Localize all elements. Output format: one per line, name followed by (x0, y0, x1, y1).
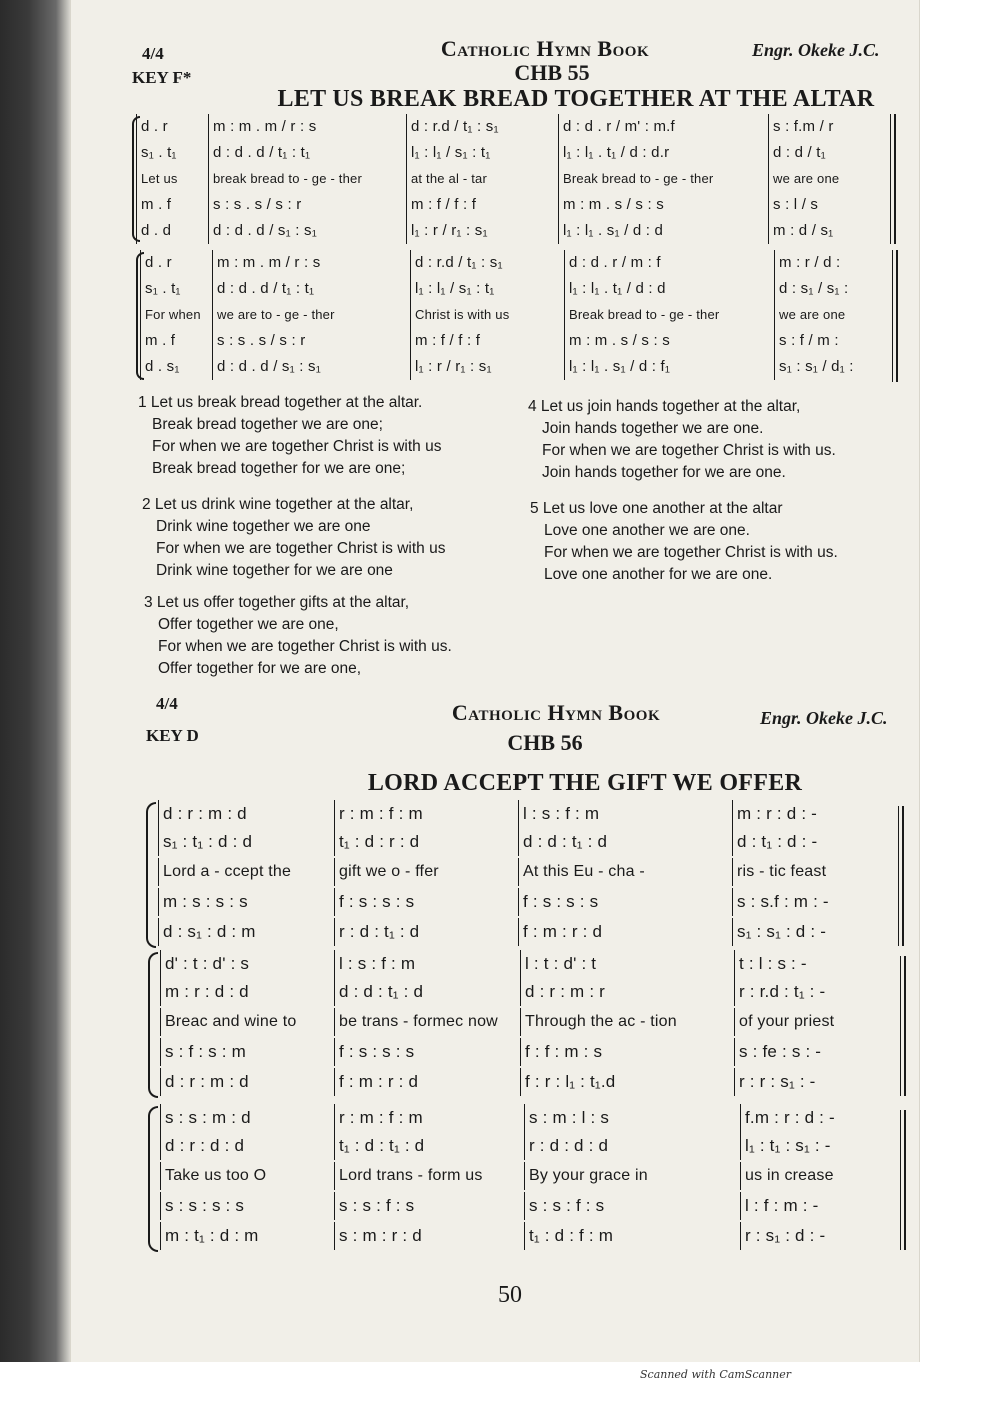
lyric-bar: Lord trans - form us (334, 1162, 524, 1190)
bar: d : d . d / s₁ : s₁ (208, 218, 406, 244)
bar: f : f : m : s (520, 1038, 734, 1066)
bar: f : s : s : s (518, 888, 732, 916)
bar: s₁ : s₁ : d : - (732, 918, 894, 946)
alto-staff (160, 978, 904, 1006)
verse-line: 1 Let us break bread together at the altar. (138, 394, 423, 411)
bar: l : s : f : m (334, 950, 520, 978)
bar: d . s₁ (140, 354, 212, 380)
bar: m . f (136, 192, 208, 218)
verse-line: Break bread together we are one; (152, 416, 383, 433)
bar: s : s : f : s (524, 1192, 740, 1220)
system-brace (146, 802, 156, 948)
bar: d : t₁ : d : - (732, 828, 894, 856)
bar: d : r.d / t₁ : s₁ (406, 114, 558, 140)
bar: s : s.f : m : - (732, 888, 894, 916)
lyric-bar: Lord a - ccept the (158, 858, 334, 886)
verse-3 (144, 592, 452, 680)
lyric-bar: us in crease (740, 1162, 898, 1190)
bar: s₁ : s₁ / d₁ : (774, 354, 890, 380)
verse-line: Join hands together for we are one. (542, 464, 786, 481)
bar: l : t : d' : t (520, 950, 734, 978)
hymn55-author: Engr. Okeke J.C. (752, 40, 880, 60)
bar: s : s : f : s (334, 1192, 524, 1220)
bar: f : s : s : s (334, 888, 518, 916)
lyric-bar: Christ is with us (410, 302, 564, 328)
bar: t₁ : d : t₁ : d (334, 1132, 524, 1160)
lyric-bar: For when (140, 302, 212, 328)
bar: s : s : m : d (160, 1104, 334, 1132)
bar: s : fe : s : - (734, 1038, 898, 1066)
hymn55-system-2 (140, 250, 896, 382)
verse-line: 4 Let us join hands together at the altar, (528, 398, 801, 415)
hymn55-title: LET US BREAK BREAD TOGETHER AT THE ALTAR (277, 86, 875, 112)
soprano-staff (160, 950, 904, 978)
bar: m : r / d : (774, 250, 890, 276)
bar: l₁ : t₁ : s₁ : - (740, 1132, 898, 1160)
lyric-bar: Through the ac - tion (520, 1008, 734, 1036)
bar: t₁ : d : f : m (524, 1222, 740, 1250)
bar: s : s : s : s (160, 1192, 334, 1220)
bar: l₁ : r / r₁ : s₁ (410, 354, 564, 380)
lyrics-line (140, 302, 896, 328)
bar: m : r : d : d (160, 978, 334, 1006)
bar: d : d . r / m : f (564, 250, 774, 276)
bar: d : d : t₁ : d (334, 978, 520, 1006)
verse-line: Break bread together for we are one; (152, 460, 406, 477)
bar: s : l / s (768, 192, 888, 218)
verse-4 (528, 396, 836, 484)
bar: r : r.d : t₁ : - (734, 978, 898, 1006)
hymn55-time-signature: 4/4 (142, 44, 164, 63)
bar: f.m : r : d : - (740, 1104, 898, 1132)
lyric-bar: At this Eu - cha - (518, 858, 732, 886)
bar: t : l : s : - (734, 950, 898, 978)
lyric-bar: we are to - ge - ther (212, 302, 410, 328)
bar: d : d : t₁ : d (518, 828, 732, 856)
verse-1 (138, 392, 441, 480)
bar: l₁ : l₁ . t₁ / d : d (564, 276, 774, 302)
soprano-staff (160, 1104, 904, 1132)
lyric-bar: Let us (136, 166, 208, 192)
bar: l₁ : l₁ / s₁ : t₁ (406, 140, 558, 166)
bar: m : m . s / s : s (564, 328, 774, 354)
tenor-staff (136, 192, 894, 218)
bass-staff (160, 1222, 904, 1250)
lyric-bar: break bread to - ge - ther (208, 166, 406, 192)
bar: s : f : s : m (160, 1038, 334, 1066)
bar: l₁ : l₁ / s₁ : t₁ (410, 276, 564, 302)
bar: f : r : l₁ : t₁.d (520, 1068, 734, 1096)
bar: m : t₁ : d : m (160, 1222, 334, 1250)
bar: d' : t : d' : s (160, 950, 334, 978)
lyric-bar: we are one (774, 302, 890, 328)
bar: r : d : t₁ : d (334, 918, 518, 946)
bar: d : s₁ / s₁ : (774, 276, 890, 302)
lyric-bar: Break bread to - ge - ther (564, 302, 774, 328)
bar: s : f.m / r (768, 114, 888, 140)
bar: s : s . s / s : r (212, 328, 410, 354)
bar: t₁ : d : r : d (334, 828, 518, 856)
verse-line: For when we are together Christ is with us. (544, 544, 838, 561)
bar: d : r.d / t₁ : s₁ (410, 250, 564, 276)
alto-staff (160, 1132, 904, 1160)
hymn56-system-2 (160, 950, 904, 1100)
lyric-bar: ris - tic feast (732, 858, 894, 886)
bass-staff (158, 918, 902, 946)
bar: r : d : d : d (524, 1132, 740, 1160)
verse-line: Drink wine together for we are one (156, 562, 393, 579)
bar: r : m : f : m (334, 1104, 524, 1132)
bar: m : m . m / r : s (212, 250, 410, 276)
bar: d : r : m : r (520, 978, 734, 1006)
bar: d : d . d / t₁ : t₁ (212, 276, 410, 302)
verse-line: Love one another we are one. (544, 522, 750, 539)
bar: l₁ : r / r₁ : s₁ (406, 218, 558, 244)
bar: f : s : s : s (334, 1038, 520, 1066)
bar: f : m : r : d (518, 918, 732, 946)
tenor-staff (140, 328, 896, 354)
bar: m : s : s : s (158, 888, 334, 916)
bar: d . r (136, 114, 208, 140)
bar: d : r : d : d (160, 1132, 334, 1160)
verse-line: For when we are together Christ is with us (156, 540, 446, 557)
tenor-staff (158, 888, 902, 916)
lyric-bar: at the al - tar (406, 166, 558, 192)
bar: m : d / s₁ (768, 218, 888, 244)
bar: d . d (136, 218, 208, 244)
hymn56-number: CHB 56 (507, 730, 583, 755)
bar: r : m : f : m (334, 800, 518, 828)
alto-staff (136, 140, 894, 166)
system-brace (148, 1106, 158, 1252)
lyric-bar: By your grace in (524, 1162, 740, 1190)
tenor-staff (160, 1038, 904, 1066)
lyric-bar: Breac and wine to (160, 1008, 334, 1036)
hymn56-title: LORD ACCEPT THE GIFT WE OFFER (367, 770, 803, 796)
bar: s₁ : t₁ : d : d (158, 828, 334, 856)
bar: l₁ : l₁ . t₁ / d : d.r (558, 140, 768, 166)
soprano-staff (136, 114, 894, 140)
verse-line: Join hands together we are one. (542, 420, 764, 437)
lyrics-line (160, 1162, 904, 1190)
bar: d : r : m : d (160, 1068, 334, 1096)
soprano-staff (140, 250, 896, 276)
hymn56-system-3 (160, 1104, 904, 1254)
lyric-bar: of your priest (734, 1008, 898, 1036)
lyric-bar: Take us too O (160, 1162, 334, 1190)
bar: m : r : d : - (732, 800, 894, 828)
bass-staff (136, 218, 894, 244)
bar: l₁ : l₁ . s₁ / d : d (558, 218, 768, 244)
bar: m : f / f : f (406, 192, 558, 218)
bass-staff (140, 354, 896, 380)
scan-shadow (0, 0, 70, 1362)
page-number: 50 (498, 1282, 522, 1308)
alto-staff (158, 828, 902, 856)
hymn56-author: Engr. Okeke J.C. (760, 708, 888, 728)
system-brace (148, 952, 158, 1098)
bar: d : d . d / t₁ : t₁ (208, 140, 406, 166)
hymn56-time-signature: 4/4 (156, 694, 178, 713)
hymn56-system-1 (158, 800, 902, 950)
verse-line: For when we are together Christ is with us. (542, 442, 836, 459)
verse-2 (142, 494, 445, 582)
alto-staff (140, 276, 896, 302)
hymn55-system-1 (136, 114, 894, 244)
bar: d : d / t₁ (768, 140, 888, 166)
bar: s : m : r : d (334, 1222, 524, 1250)
bar: s₁ . t₁ (136, 140, 208, 166)
bar: l : f : m : - (740, 1192, 898, 1220)
verse-line: Offer together for we are one, (158, 660, 362, 677)
bar: d : s₁ : d : m (158, 918, 334, 946)
bar: m . f (140, 328, 212, 354)
bar: r : r : s₁ : - (734, 1068, 898, 1096)
lyric-bar: we are one (768, 166, 888, 192)
lyrics-line (158, 858, 902, 886)
hymn55-key: KEY F* (132, 68, 192, 87)
verse-line: For when we are together Christ is with us. (158, 638, 452, 655)
bar: s₁ . t₁ (140, 276, 212, 302)
bar: f : m : r : d (334, 1068, 520, 1096)
verse-line: 2 Let us drink wine together at the altar, (142, 496, 414, 513)
lyrics-line (160, 1008, 904, 1036)
lyrics-line (136, 166, 894, 192)
lyric-bar: gift we o - ffer (334, 858, 518, 886)
bass-staff (160, 1068, 904, 1096)
bar: l₁ : l₁ . s₁ / d : f₁ (564, 354, 774, 380)
soprano-staff (158, 800, 902, 828)
bar: d : d . r / m' : m.f (558, 114, 768, 140)
hymn56-key: KEY D (146, 726, 199, 745)
bar: m : m . s / s : s (558, 192, 768, 218)
bar: s : m : l : s (524, 1104, 740, 1132)
bar: s : s . s / s : r (208, 192, 406, 218)
tenor-staff (160, 1192, 904, 1220)
bar: d : d . d / s₁ : s₁ (212, 354, 410, 380)
verse-line: 5 Let us love one another at the altar (530, 500, 783, 517)
verse-line: 3 Let us offer together gifts at the altar, (144, 594, 410, 611)
verse-line: Love one another for we are one. (544, 566, 773, 583)
bar: d . r (140, 250, 212, 276)
bar: m : m . m / r : s (208, 114, 406, 140)
lyric-bar: Break bread to - ge - ther (558, 166, 768, 192)
hymn56-book-title: Catholic Hymn Book (451, 700, 661, 725)
bar: s : f / m : (774, 328, 890, 354)
verse-line: For when we are together Christ is with us (152, 438, 442, 455)
bar: r : s₁ : d : - (740, 1222, 898, 1250)
bar: d : r : m : d (158, 800, 334, 828)
bar: m : f / f : f (410, 328, 564, 354)
verse-5 (530, 498, 838, 586)
lyric-bar: be trans - formec now (334, 1008, 520, 1036)
hymn55-number: CHB 55 (514, 60, 590, 85)
bar: l : s : f : m (518, 800, 732, 828)
verse-line: Offer together we are one, (158, 616, 339, 633)
verse-line: Drink wine together we are one (156, 518, 371, 535)
hymn55-book-title: Catholic Hymn Book (440, 36, 650, 61)
scanner-watermark: Scanned with CamScanner (640, 1368, 792, 1381)
